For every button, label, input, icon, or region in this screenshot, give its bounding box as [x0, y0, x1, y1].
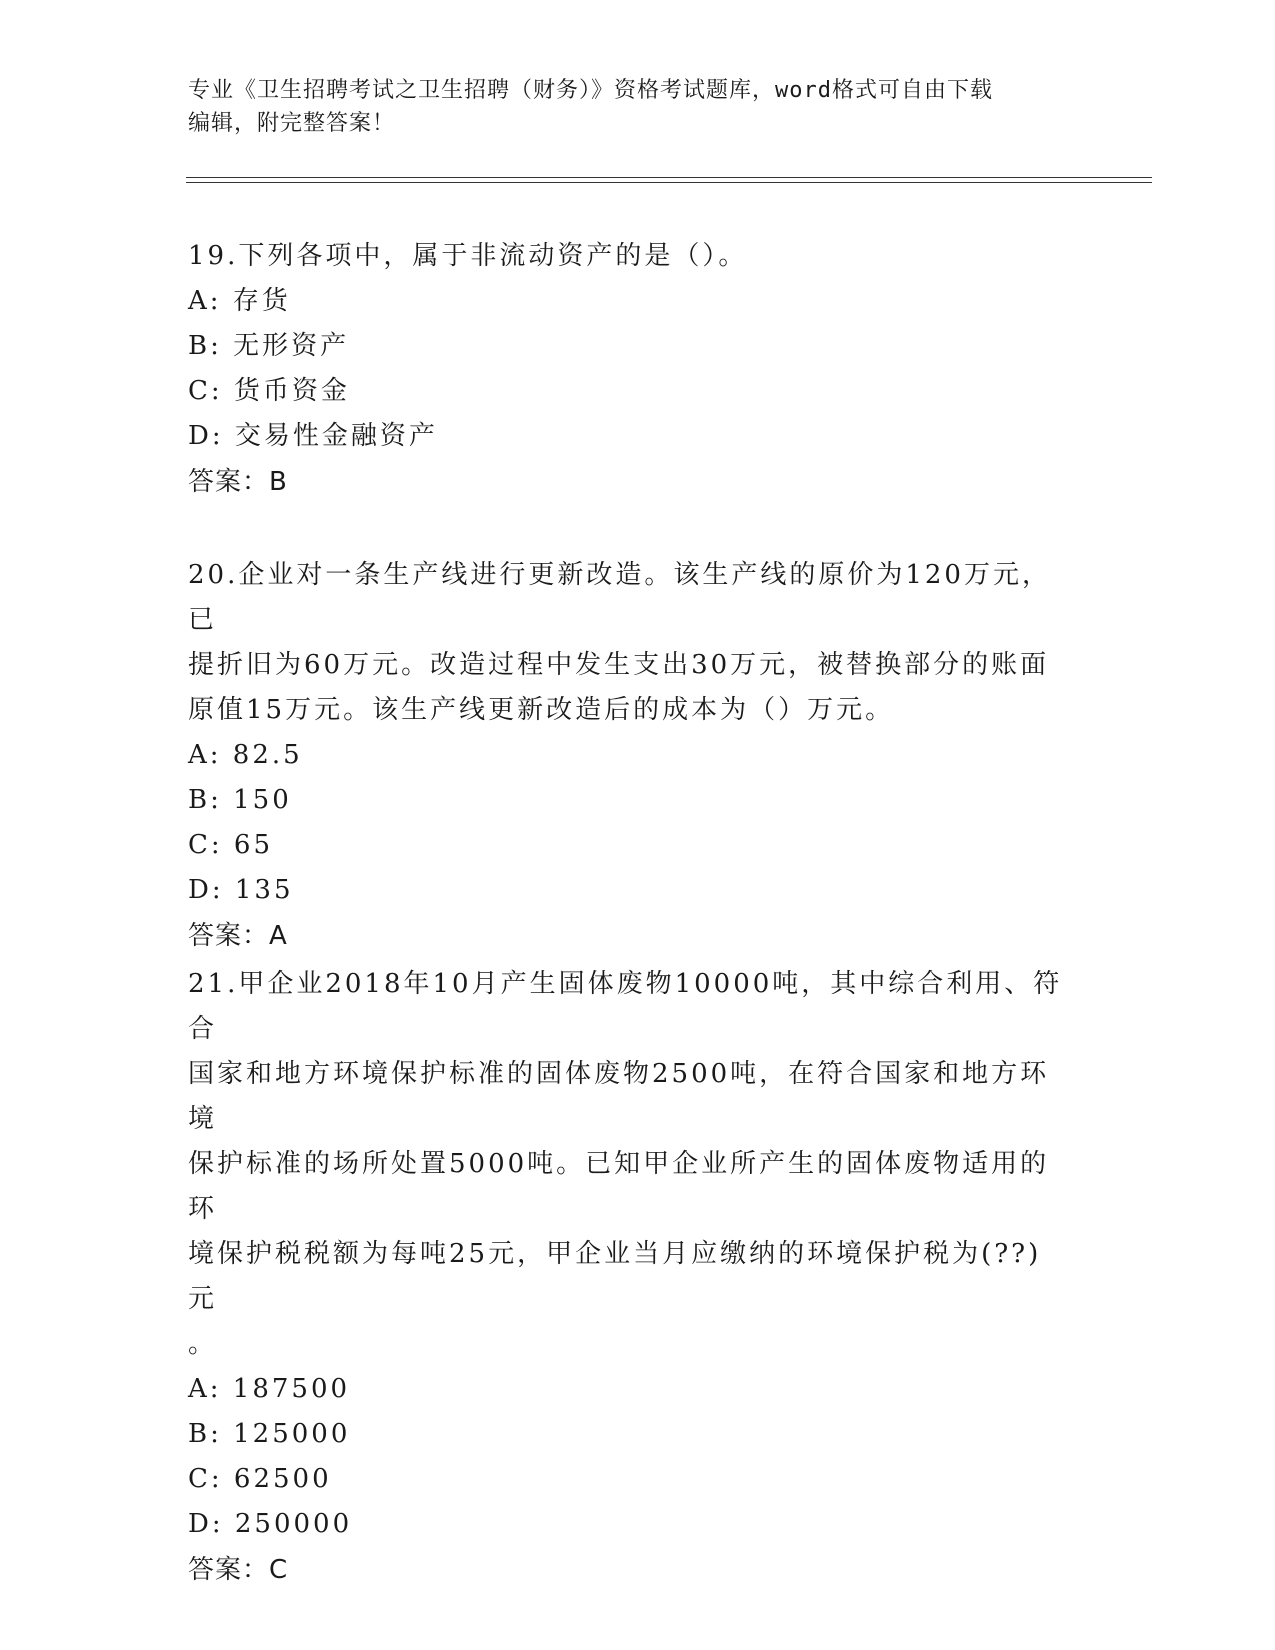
question-stem-line: 21.甲企业2018年10月产生固体废物10000吨，其中综合利用、符合	[188, 969, 1063, 1044]
header-line-2: 编辑，附完整答案！	[188, 111, 396, 136]
option-a: A: 82.5	[188, 740, 303, 770]
document-header	[188, 74, 1088, 140]
option-d: D: 交易性金融资产	[188, 421, 438, 451]
option-d: D: 250000	[188, 1509, 353, 1539]
header-line-1: 专业《卫生招聘考试之卫生招聘（财务）》资格考试题库，word格式可自由下载	[188, 78, 993, 103]
option-c: C: 65	[188, 830, 274, 860]
option-b: B: 无形资产	[188, 331, 350, 361]
answer: 答案：C	[188, 1555, 289, 1585]
question-21	[188, 962, 1068, 1593]
question-stem-line: 境保护税税额为每吨25元，甲企业当月应缴纳的环境保护税为(??)元	[188, 1239, 1042, 1314]
question-stem-line: 国家和地方环境保护标准的固体废物2500吨，在符合国家和地方环境	[188, 1059, 1050, 1134]
question-19	[188, 234, 1068, 505]
question-stem-line: 20.企业对一条生产线进行更新改造。该生产线的原价为120万元，已	[188, 560, 1051, 635]
option-c: C: 货币资金	[188, 376, 350, 406]
option-b: B: 150	[188, 785, 292, 815]
option-d: D: 135	[188, 875, 294, 905]
header-divider-top	[186, 177, 1152, 178]
answer: 答案：A	[188, 921, 288, 951]
question-stem-line: 19.下列各项中，属于非流动资产的是（）。	[188, 241, 748, 271]
question-stem-line: 原值15万元。该生产线更新改造后的成本为（）万元。	[188, 695, 895, 725]
header-divider-bottom	[186, 182, 1152, 183]
option-c: C: 62500	[188, 1464, 332, 1494]
question-20	[188, 553, 1068, 959]
option-b: B: 125000	[188, 1419, 351, 1449]
question-stem-line: 保护标准的场所处置5000吨。已知甲企业所产生的固体废物适用的环	[188, 1149, 1050, 1224]
option-a: A: 存货	[188, 286, 291, 316]
question-stem-line: 。	[188, 1329, 218, 1359]
question-stem-line: 提折旧为60万元。改造过程中发生支出30万元，被替换部分的账面	[188, 650, 1050, 680]
option-a: A: 187500	[188, 1374, 351, 1404]
answer: 答案：B	[188, 467, 288, 497]
